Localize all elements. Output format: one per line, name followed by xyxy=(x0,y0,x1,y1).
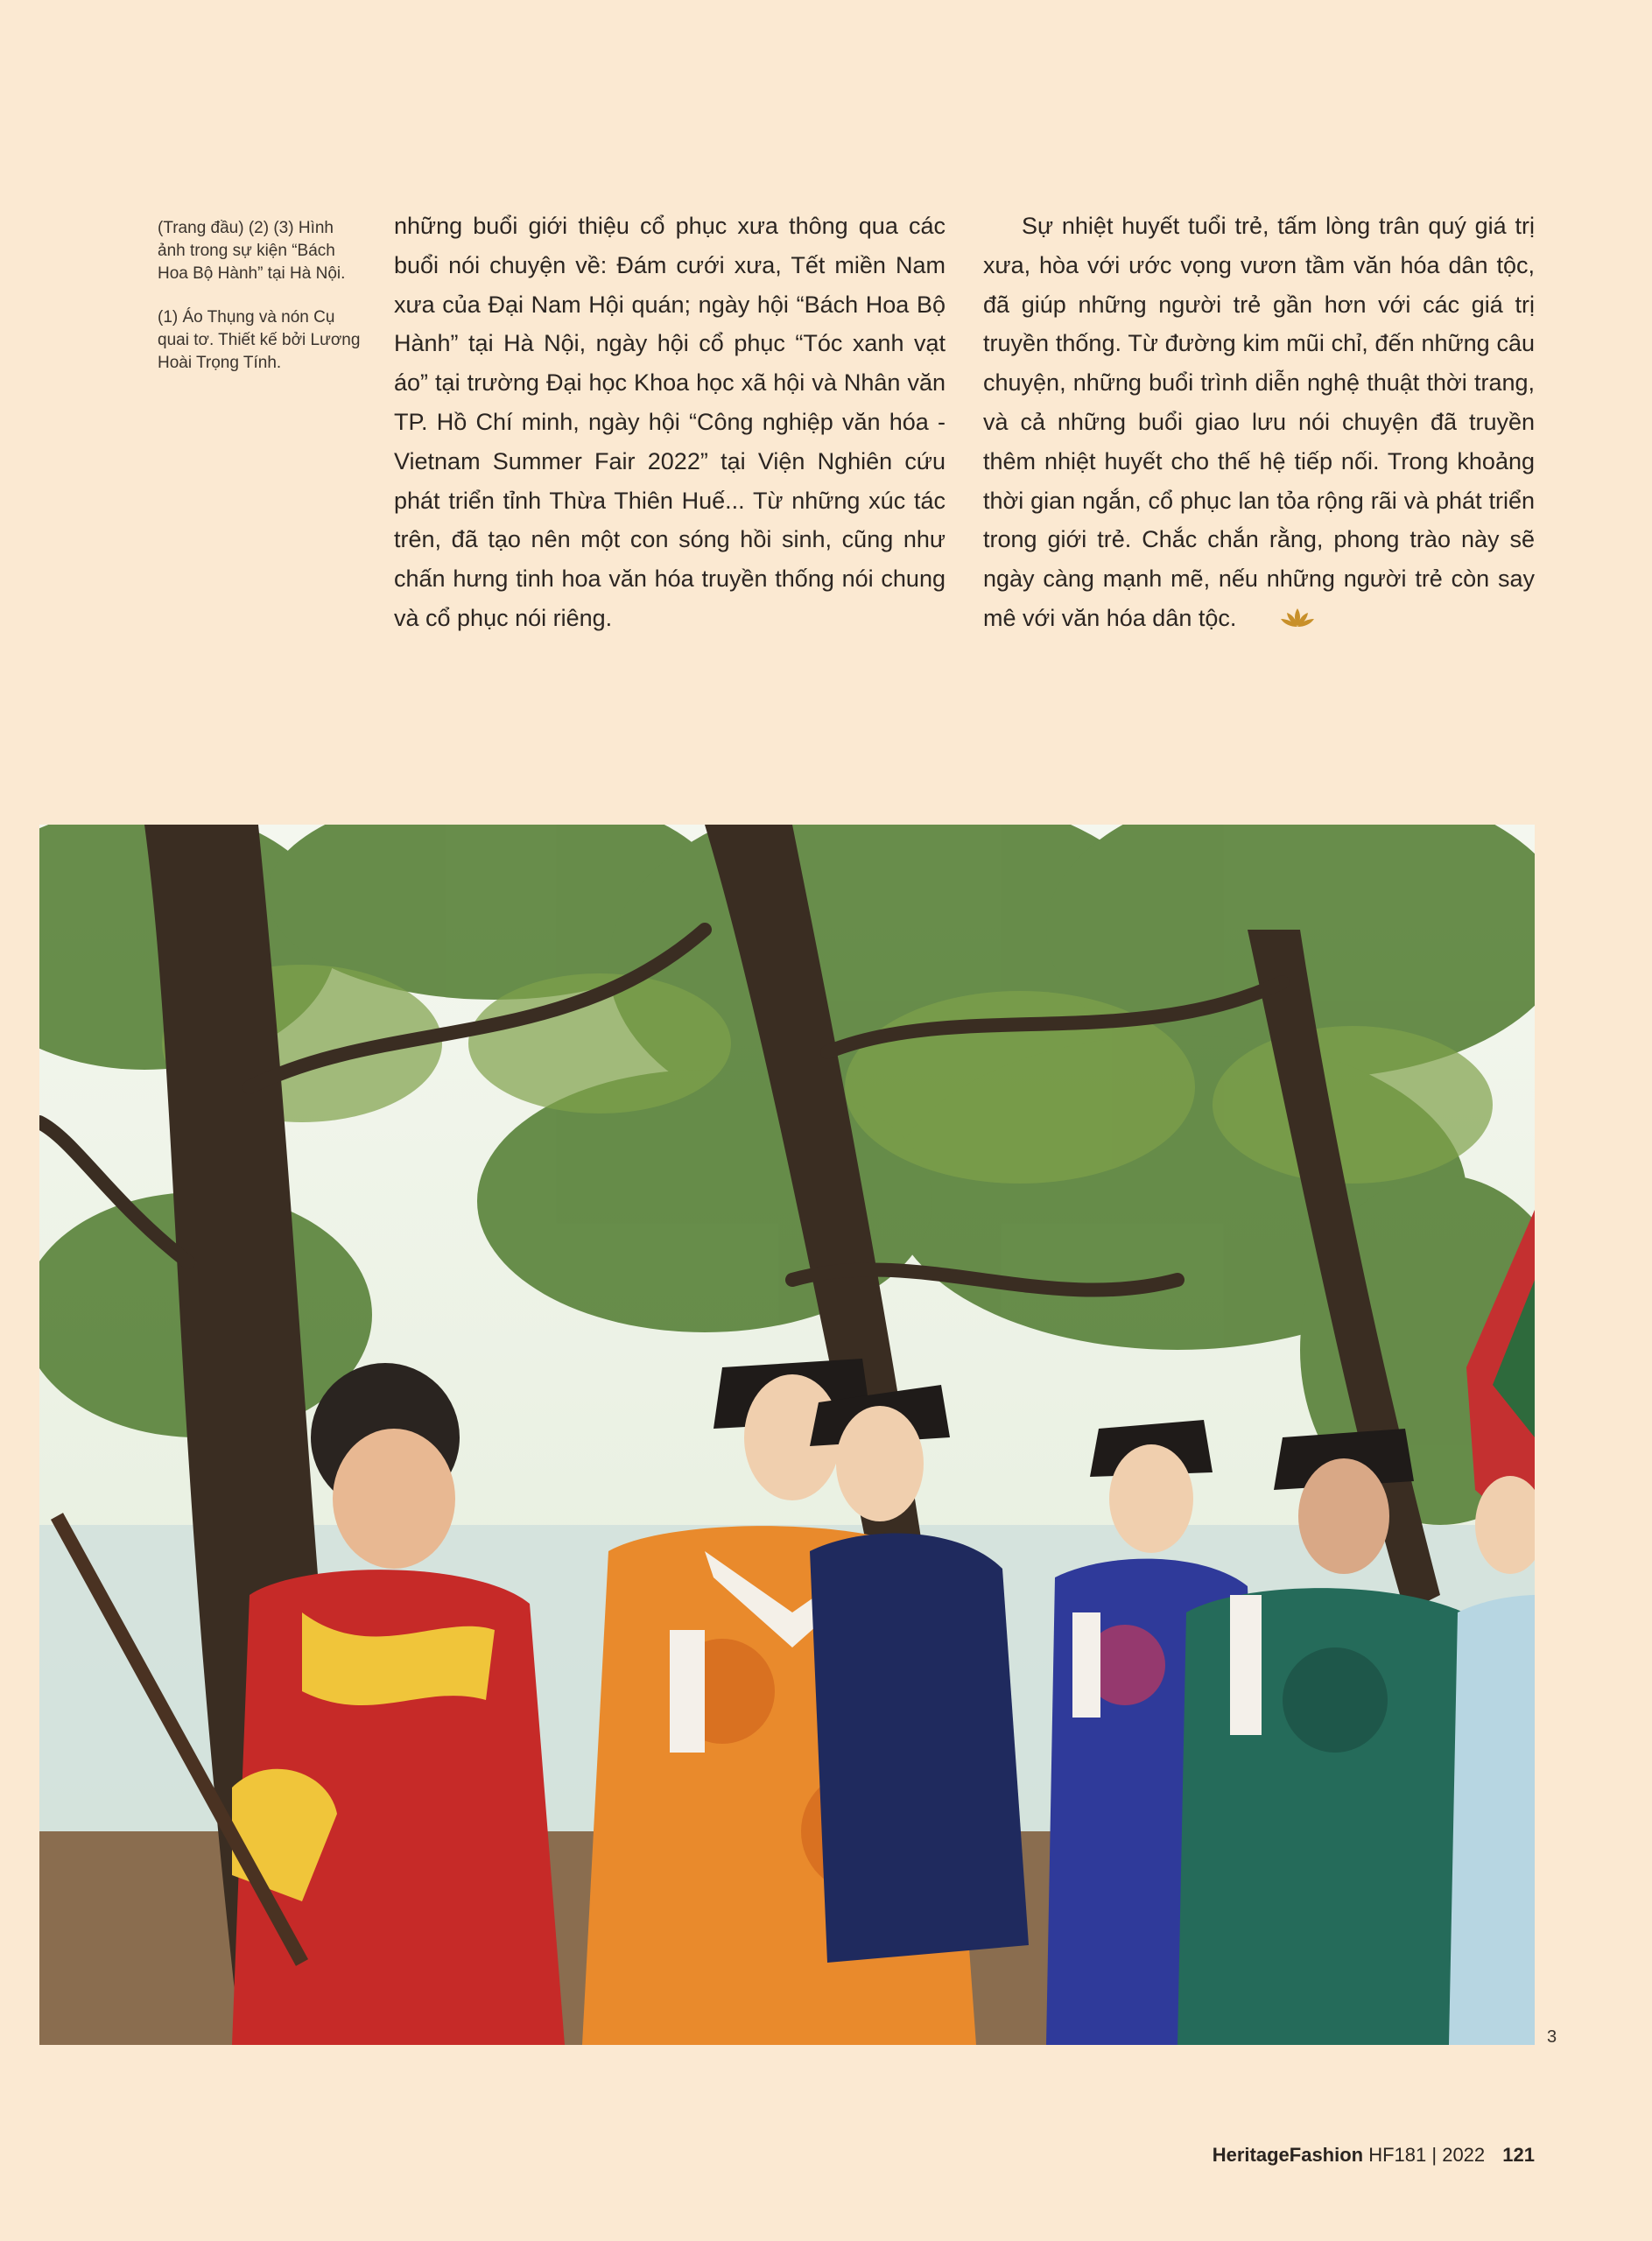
procession-illustration xyxy=(39,825,1535,2045)
lotus-icon xyxy=(1241,602,1315,642)
article-column-2 xyxy=(983,207,1535,642)
column-2-text: Sự nhiệt huyết tuổi trẻ, tấm lòng trân quý giá trị xưa, hòa với ước vọng vươn tầm văn hóa dân tộc, đã giúp những người trẻ gần hơn với các giá trị truyền thống. Từ đường kim mũi chỉ, đến những câu chuyện, những buổi trình diễn nghệ thuật thời trang, và cả những buổi giao lưu nói chuyện đã truyền thêm nhiệt huyết cho thế hệ tiếp nối. Trong khoảng thời gian ngắn, cổ phục lan tỏa rộng rãi và phát triển trong giới trẻ. Chắc chắn rằng, phong trào này sẽ ngày càng mạnh mẽ, nếu những người trẻ còn say mê với văn hóa dân tộc. xyxy=(983,213,1535,631)
page-number: 121 xyxy=(1502,2144,1535,2166)
page-footer xyxy=(1213,2144,1535,2167)
photo-number: 3 xyxy=(1547,2027,1557,2047)
event-photo xyxy=(39,825,1535,2045)
column-2-paragraph xyxy=(983,207,1535,642)
caption-2: (1) Áo Thụng và nón Cụ quai tơ. Thiết kế bởi Lương Hoài Trọng Tính. xyxy=(158,308,361,372)
column-1-text: những buổi giới thiệu cổ phục xưa thông qua các buổi nói chuyện về: Đám cưới xưa, Tết miền Nam xưa của Đại Nam Hội quán; ngày hội “Bách Hoa Bộ Hành” tại Hà Nội, ngày hội cổ phục “Tóc xanh vạt áo” tại trường Đại học Khoa học xã hội và Nhân văn TP. Hồ Chí minh, ngày hội “Công nghiệp văn hóa - Vietnam Summer Fair 2022” tại Viện Nghiên cứu phát triển tỉnh Thừa Thiên Huế... Từ những xúc tác trên, đã tạo nên một con sóng hồi sinh, cũng như chấn hưng tinh hoa văn hóa truyền thống nói chung và cổ phục nói riêng. xyxy=(394,213,946,631)
article-column-1 xyxy=(394,207,946,638)
issue-info: HF181 | 2022 xyxy=(1368,2144,1486,2166)
magazine-brand: HeritageFashion xyxy=(1212,2144,1364,2166)
photo-captions xyxy=(158,217,363,396)
caption-1: (Trang đầu) (2) (3) Hình ảnh trong sự kiện “Bách Hoa Bộ Hành” tại Hà Nội. xyxy=(158,219,346,283)
